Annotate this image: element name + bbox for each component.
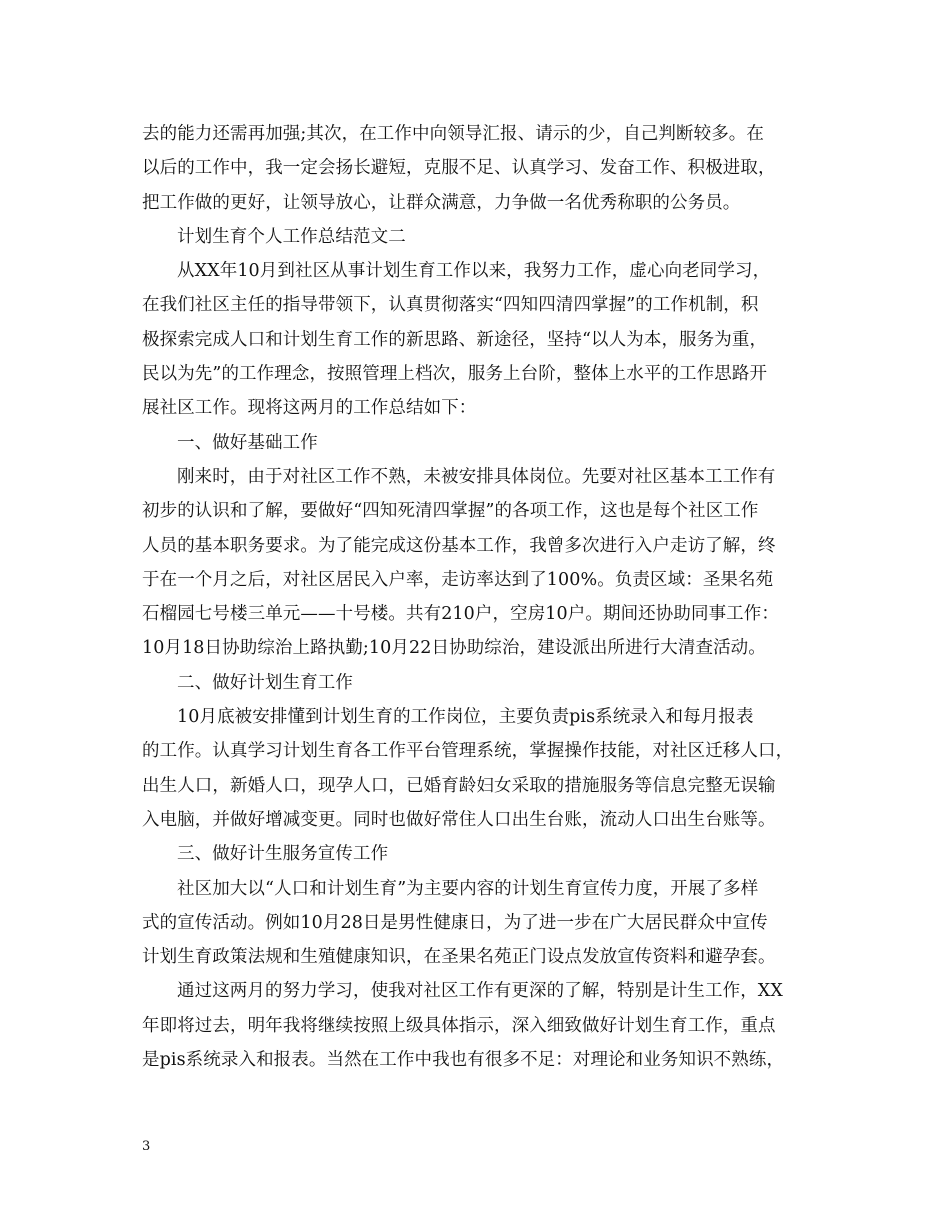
text-line: 年即将过去，明年我将继续按照上级具体指示，深入细致做好计划生育工作，重点 <box>142 1015 776 1036</box>
text-line: 去的能力还需再加强;其次，在工作中向领导汇报、请示的少，自己判断较多。在 <box>142 124 764 144</box>
text-line: 出生人口，新婚人口，现孕人口，已婚育龄妇女采取的措施服务等信息完整无误输 <box>142 775 776 796</box>
text-line: 入电脑，并做好增减变更。同时也做好常住人口出生台账，流动人口出生台账等。 <box>142 809 776 830</box>
section-heading: 二、做好计划生育工作 <box>177 672 353 693</box>
text-line: 极探索完成人口和计划生育工作的新思路、新途径，坚持“以人为本，服务为重， <box>142 329 768 350</box>
text-line: 的工作。认真学习计划生育各工作平台管理系统，掌握操作技能，对社区迁移人口， <box>142 741 794 762</box>
text-line: 展社区工作。现将这两月的工作总结如下： <box>142 398 477 419</box>
section-heading: 计划生育个人工作总结范文二 <box>177 226 406 247</box>
text-line: 在我们社区主任的指导带领下，认真贯彻落实“四知四清四掌握”的工作机制，积 <box>142 295 759 316</box>
paragraph-start: 刚来时，由于对社区工作不熟，未被安排具体岗位。先要对社区基本工工作有 <box>177 466 776 487</box>
document-body <box>142 117 822 1077</box>
paragraph-start: 社区加大以“人口和计划生育”为主要内容的计划生育宣传力度，开展了多样 <box>177 878 759 899</box>
section-heading: 一、做好基础工作 <box>177 432 318 453</box>
text-line: 民以为先”的工作理念，按照管理上档次，服务上台阶，整体上水平的工作思路开 <box>142 364 768 385</box>
paragraph-start: 通过这两月的努力学习，使我对社区工作有更深的了解，特别是计生工作，XX <box>177 981 783 1002</box>
text-line: 以后的工作中，我一定会扬长避短，克服不足、认真学习、发奋工作、积极进取， <box>142 158 776 179</box>
text-line: 人员的基本职务要求。为了能完成这份基本工作，我曾多次进行入户走访了解，终 <box>142 535 776 556</box>
section-heading: 三、做好计生服务宣传工作 <box>177 844 389 865</box>
text-line: 式的宣传活动。例如10月28日是男性健康日，为了进一步在广大居民群众中宣传 <box>142 912 768 933</box>
text-line: 计划生育政策法规和生殖健康知识，在圣果名苑正门设点发放宣传资料和避孕套。 <box>142 947 776 968</box>
text-line: 于在一个月之后，对社区居民入户率，走访率达到了100%。负责区域：圣果名苑 <box>142 569 774 590</box>
paragraph-start: 10月底被安排懂到计划生育的工作岗位，主要负责pis系统录入和每月报表 <box>177 707 754 728</box>
text-line: 初步的认识和了解，要做好“四知死清四掌握”的各项工作，这也是每个社区工作 <box>142 501 759 522</box>
text-line: 把工作做的更好，让领导放心，让群众满意，力争做一名优秀称职的公务员。 <box>142 192 741 213</box>
text-line: 10月18日协助综治上路执勤;10月22日协助综治，建设派出所进行大清查活动。 <box>142 638 766 659</box>
text-line: 石榴园七号楼三单元——十号楼。共有210户，空房10户。期间还协助同事工作： <box>142 604 779 625</box>
page-number: 3 <box>142 1139 151 1154</box>
text-line: 是pis系统录入和报表。当然在工作中我也有很多不足：对理论和业务知识不熟练， <box>142 1050 785 1071</box>
paragraph-start: 从XX年10月到社区从事计划生育工作以来，我努力工作，虚心向老同学习， <box>177 261 771 282</box>
